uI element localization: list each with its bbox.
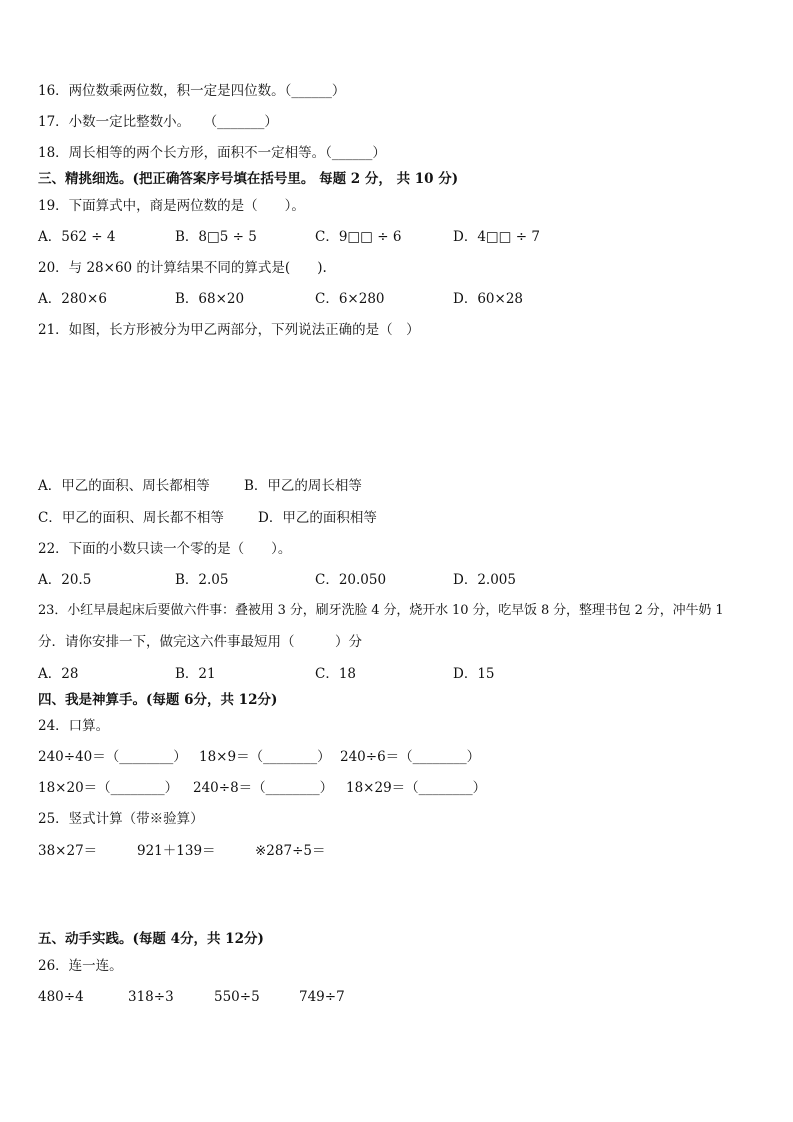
q20-option-a: A．280×6	[38, 291, 107, 307]
q24-row1-item2: 18×9＝（________）	[199, 749, 331, 765]
q25-item3: ※287÷5＝	[255, 843, 326, 859]
q22-stem: 22．下面的小数只读一个零的是（ ）。	[38, 541, 292, 557]
q19-stem: 19．下面算式中，商是两位数的是（ ）。	[38, 198, 305, 214]
q26-stem: 26．连一连。	[38, 958, 123, 974]
q23-option-b: B．21	[175, 666, 216, 682]
q23-option-c: C．18	[315, 666, 357, 682]
q19-option-d: D．4□□ ÷ 7	[453, 229, 540, 245]
q25-item1: 38×27＝	[38, 843, 98, 859]
q22-option-a: A．20.5	[38, 572, 92, 588]
q20-option-d: D．60×28	[453, 291, 523, 307]
q23-option-d: D．15	[453, 666, 495, 682]
q24-row2-item2: 240÷8＝（________）	[193, 780, 334, 796]
q24-row1-item1: 240÷40＝（________）	[38, 749, 187, 765]
q16: 16．两位数乘两位数，积一定是四位数。（______）	[38, 83, 346, 99]
q24-row2-item3: 18×29＝（________）	[346, 780, 487, 796]
q22-option-b: B．2.05	[175, 572, 229, 588]
q17: 17．小数一定比整数小。 （_______）	[38, 114, 278, 130]
q24-stem: 24．口算。	[38, 718, 110, 734]
q19-option-b: B．8□5 ÷ 5	[175, 229, 257, 245]
q22-option-d: D．2.005	[453, 572, 516, 588]
q21-option-a: A．甲乙的面积、周长都相等	[38, 478, 210, 494]
q18: 18．周长相等的两个长方形，面积不一定相等。（______）	[38, 145, 386, 161]
q24-row1-item3: 240÷6＝（________）	[340, 749, 481, 765]
q22-option-c: C．20.050	[315, 572, 387, 588]
q26-item3: 550÷5	[214, 989, 260, 1005]
q19-option-a: A．562 ÷ 4	[38, 229, 116, 245]
q21-option-c: C．甲乙的面积、周长都不相等	[38, 510, 224, 526]
q21-stem: 21．如图，长方形被分为甲乙两部分，下列说法正确的是（ ）	[38, 322, 420, 338]
q25-stem: 25．竖式计算（带※验算）	[38, 811, 204, 827]
q19-option-c: C．9□□ ÷ 6	[315, 229, 402, 245]
section-4-heading: 四、我是神算手。(每题 6分，共 12分)	[38, 692, 278, 708]
q23-option-a: A．28	[38, 666, 79, 682]
q20-option-b: B．68×20	[175, 291, 245, 307]
q21-option-d: D．甲乙的面积相等	[258, 510, 377, 526]
q24-row2-item1: 18×20＝（________）	[38, 780, 179, 796]
q21-option-b: B．甲乙的周长相等	[244, 478, 362, 494]
section-5-heading: 五、动手实践。(每题 4分，共 12分)	[38, 931, 264, 947]
q23-stem-line2: 分．请你安排一下，做完这六件事最短用（ ）分	[38, 634, 362, 650]
q23-stem-line1: 23．小红早晨起床后要做六件事：叠被用 3 分，刷牙洗脸 4 分，烧开水 10 分，吃早饭 8 分，整理书包 2 分，冲牛奶 1	[38, 603, 724, 618]
q20-option-c: C．6×280	[315, 291, 385, 307]
q26-item2: 318÷3	[128, 989, 174, 1005]
q20-stem: 20．与 28×60 的计算结果不同的算式是( ).	[38, 260, 327, 276]
q26-item4: 749÷7	[299, 989, 345, 1005]
section-3-heading: 三、精挑细选。(把正确答案序号填在括号里。 每题 2 分， 共 10 分)	[38, 171, 459, 187]
q25-item2: 921＋139＝	[137, 843, 216, 859]
q26-item1: 480÷4	[38, 989, 84, 1005]
